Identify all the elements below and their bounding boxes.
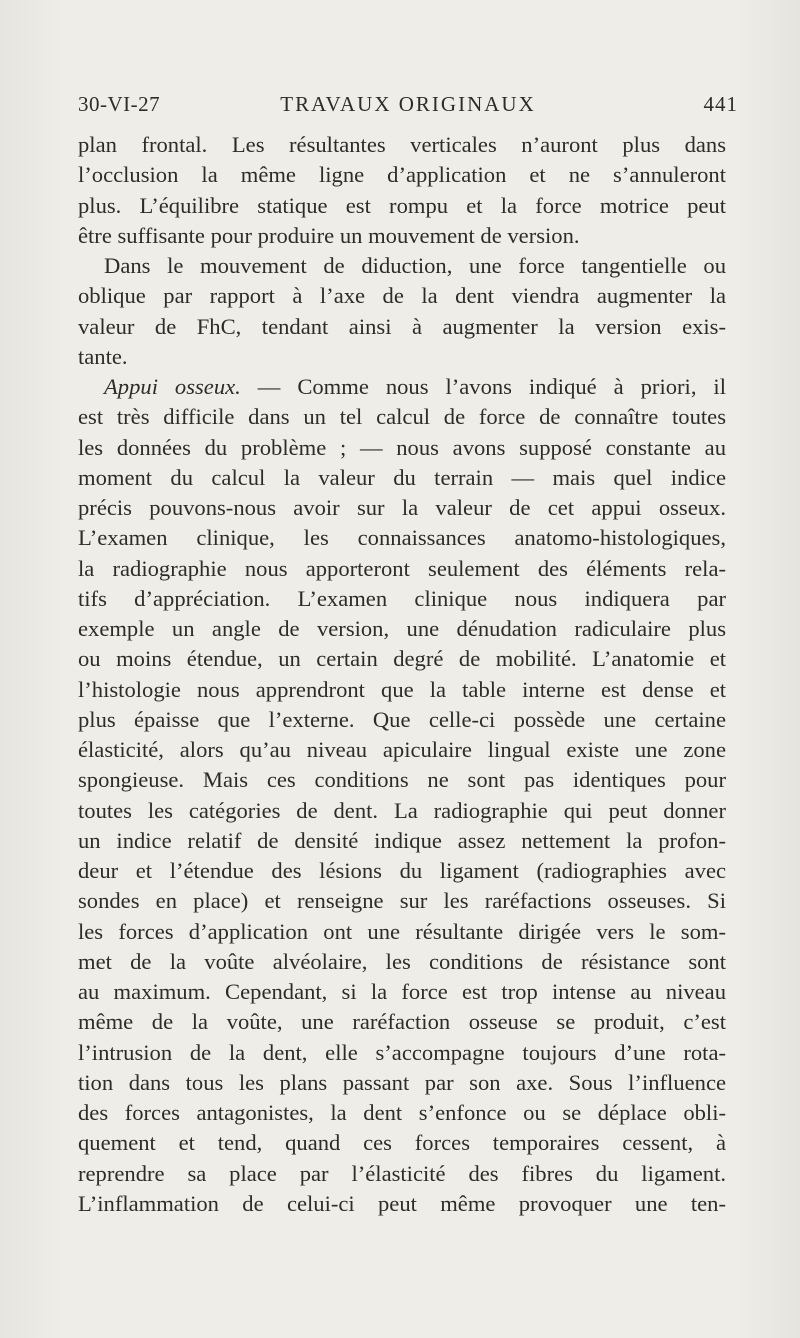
text-line: tifs d’appréciation. L’examen clinique nous indiquera par [78, 585, 726, 611]
text-line: L’examen clinique, les connaissances anatomo-histologiques, [78, 525, 726, 551]
text-line: un indice relatif de densité indique assez nettement la profon- [78, 827, 726, 853]
text-line: l’intrusion de la dent, elle s’accompagne toujours d’une rota- [78, 1039, 726, 1065]
paragraph-3 [78, 372, 726, 1219]
text-line: plan frontal. Les résultantes verticales n’auront plus dans [78, 132, 726, 157]
body-text [78, 130, 726, 1219]
text-line: être suffisante pour produire un mouvement de version. [78, 222, 580, 248]
text-line: l’histologie nous apprendront que la table interne est dense et [78, 676, 726, 702]
text-line [78, 372, 726, 402]
text-line: la radiographie nous apporteront seulement des éléments rela- [78, 555, 726, 581]
text-line: l’occlusion la même ligne d’application et ne s’annuleront [78, 162, 726, 188]
text-line: spongieuse. Mais ces conditions ne sont pas identiques pour [78, 767, 726, 793]
running-title: TRAVAUX ORIGINAUX [280, 92, 536, 116]
text-line: oblique par rapport à l’axe de la dent viendra augmenter la [78, 283, 726, 309]
text-line: précis pouvons-nous avoir sur la valeur de cet appui osseux. [78, 495, 726, 520]
paragraph-2 [78, 251, 726, 372]
text-line: quement et tend, quand ces forces temporaires cessent, à [78, 1130, 726, 1156]
text-line: met de la voûte alvéolaire, les conditions de résistance sont [78, 948, 726, 974]
text-line: L’inflammation de celui-ci peut même provoquer une ten- [78, 1190, 726, 1216]
header-date: 30-VI-27 [78, 92, 161, 116]
paragraph-1 [78, 130, 726, 251]
text-line: exemple un angle de version, une dénudation radiculaire plus [78, 616, 726, 641]
text-line: Dans le mouvement de diduction, une force tangentielle ou [104, 253, 726, 278]
text-line: sondes en place) et renseigne sur les raréfactions osseuses. Si [78, 888, 726, 914]
text-line: toutes les catégories de dent. La radiographie qui peut donner [78, 797, 726, 823]
page-number: 441 [703, 92, 738, 116]
text-run: — Comme nous l’avons indiqué à priori, il [240, 374, 726, 399]
text-line: les données du problème ; — nous avons supposé constante au [78, 434, 726, 460]
text-line: plus épaisse que l’externe. Que celle-ci possède une certaine [78, 706, 726, 732]
text-line: des forces antagonistes, la dent s’enfonce ou se déplace obli- [78, 1100, 726, 1125]
text-line: ou moins étendue, un certain degré de mobilité. L’anatomie et [78, 646, 726, 672]
text-line: tion dans tous les plans passant par son axe. Sous l’influence [78, 1069, 726, 1095]
page-header [78, 92, 738, 122]
text-line: élasticité, alors qu’au niveau apiculaire lingual existe une zone [78, 737, 726, 762]
text-line: même de la voûte, une raréfaction osseuse se produit, c’est [78, 1009, 726, 1035]
text-line: est très difficile dans un tel calcul de force de connaître toutes [78, 404, 726, 430]
text-line: tante. [78, 343, 128, 369]
text-line: plus. L’équilibre statique est rompu et la force motrice peut [78, 192, 726, 218]
text-line: au maximum. Cependant, si la force est trop intense au niveau [78, 979, 726, 1004]
text-line: moment du calcul la valeur du terrain — mais quel indice [78, 464, 726, 490]
text-line: valeur de FhC, tendant ainsi à augmenter la version exis- [78, 313, 726, 339]
text-line: les forces d’application ont une résultante dirigée vers le som- [78, 918, 726, 944]
text-line: reprendre sa place par l’élasticité des fibres du ligament. [78, 1160, 726, 1186]
section-runin-heading: Appui osseux. [104, 374, 241, 399]
text-line: deur et l’étendue des lésions du ligament (radiographies avec [78, 858, 726, 883]
